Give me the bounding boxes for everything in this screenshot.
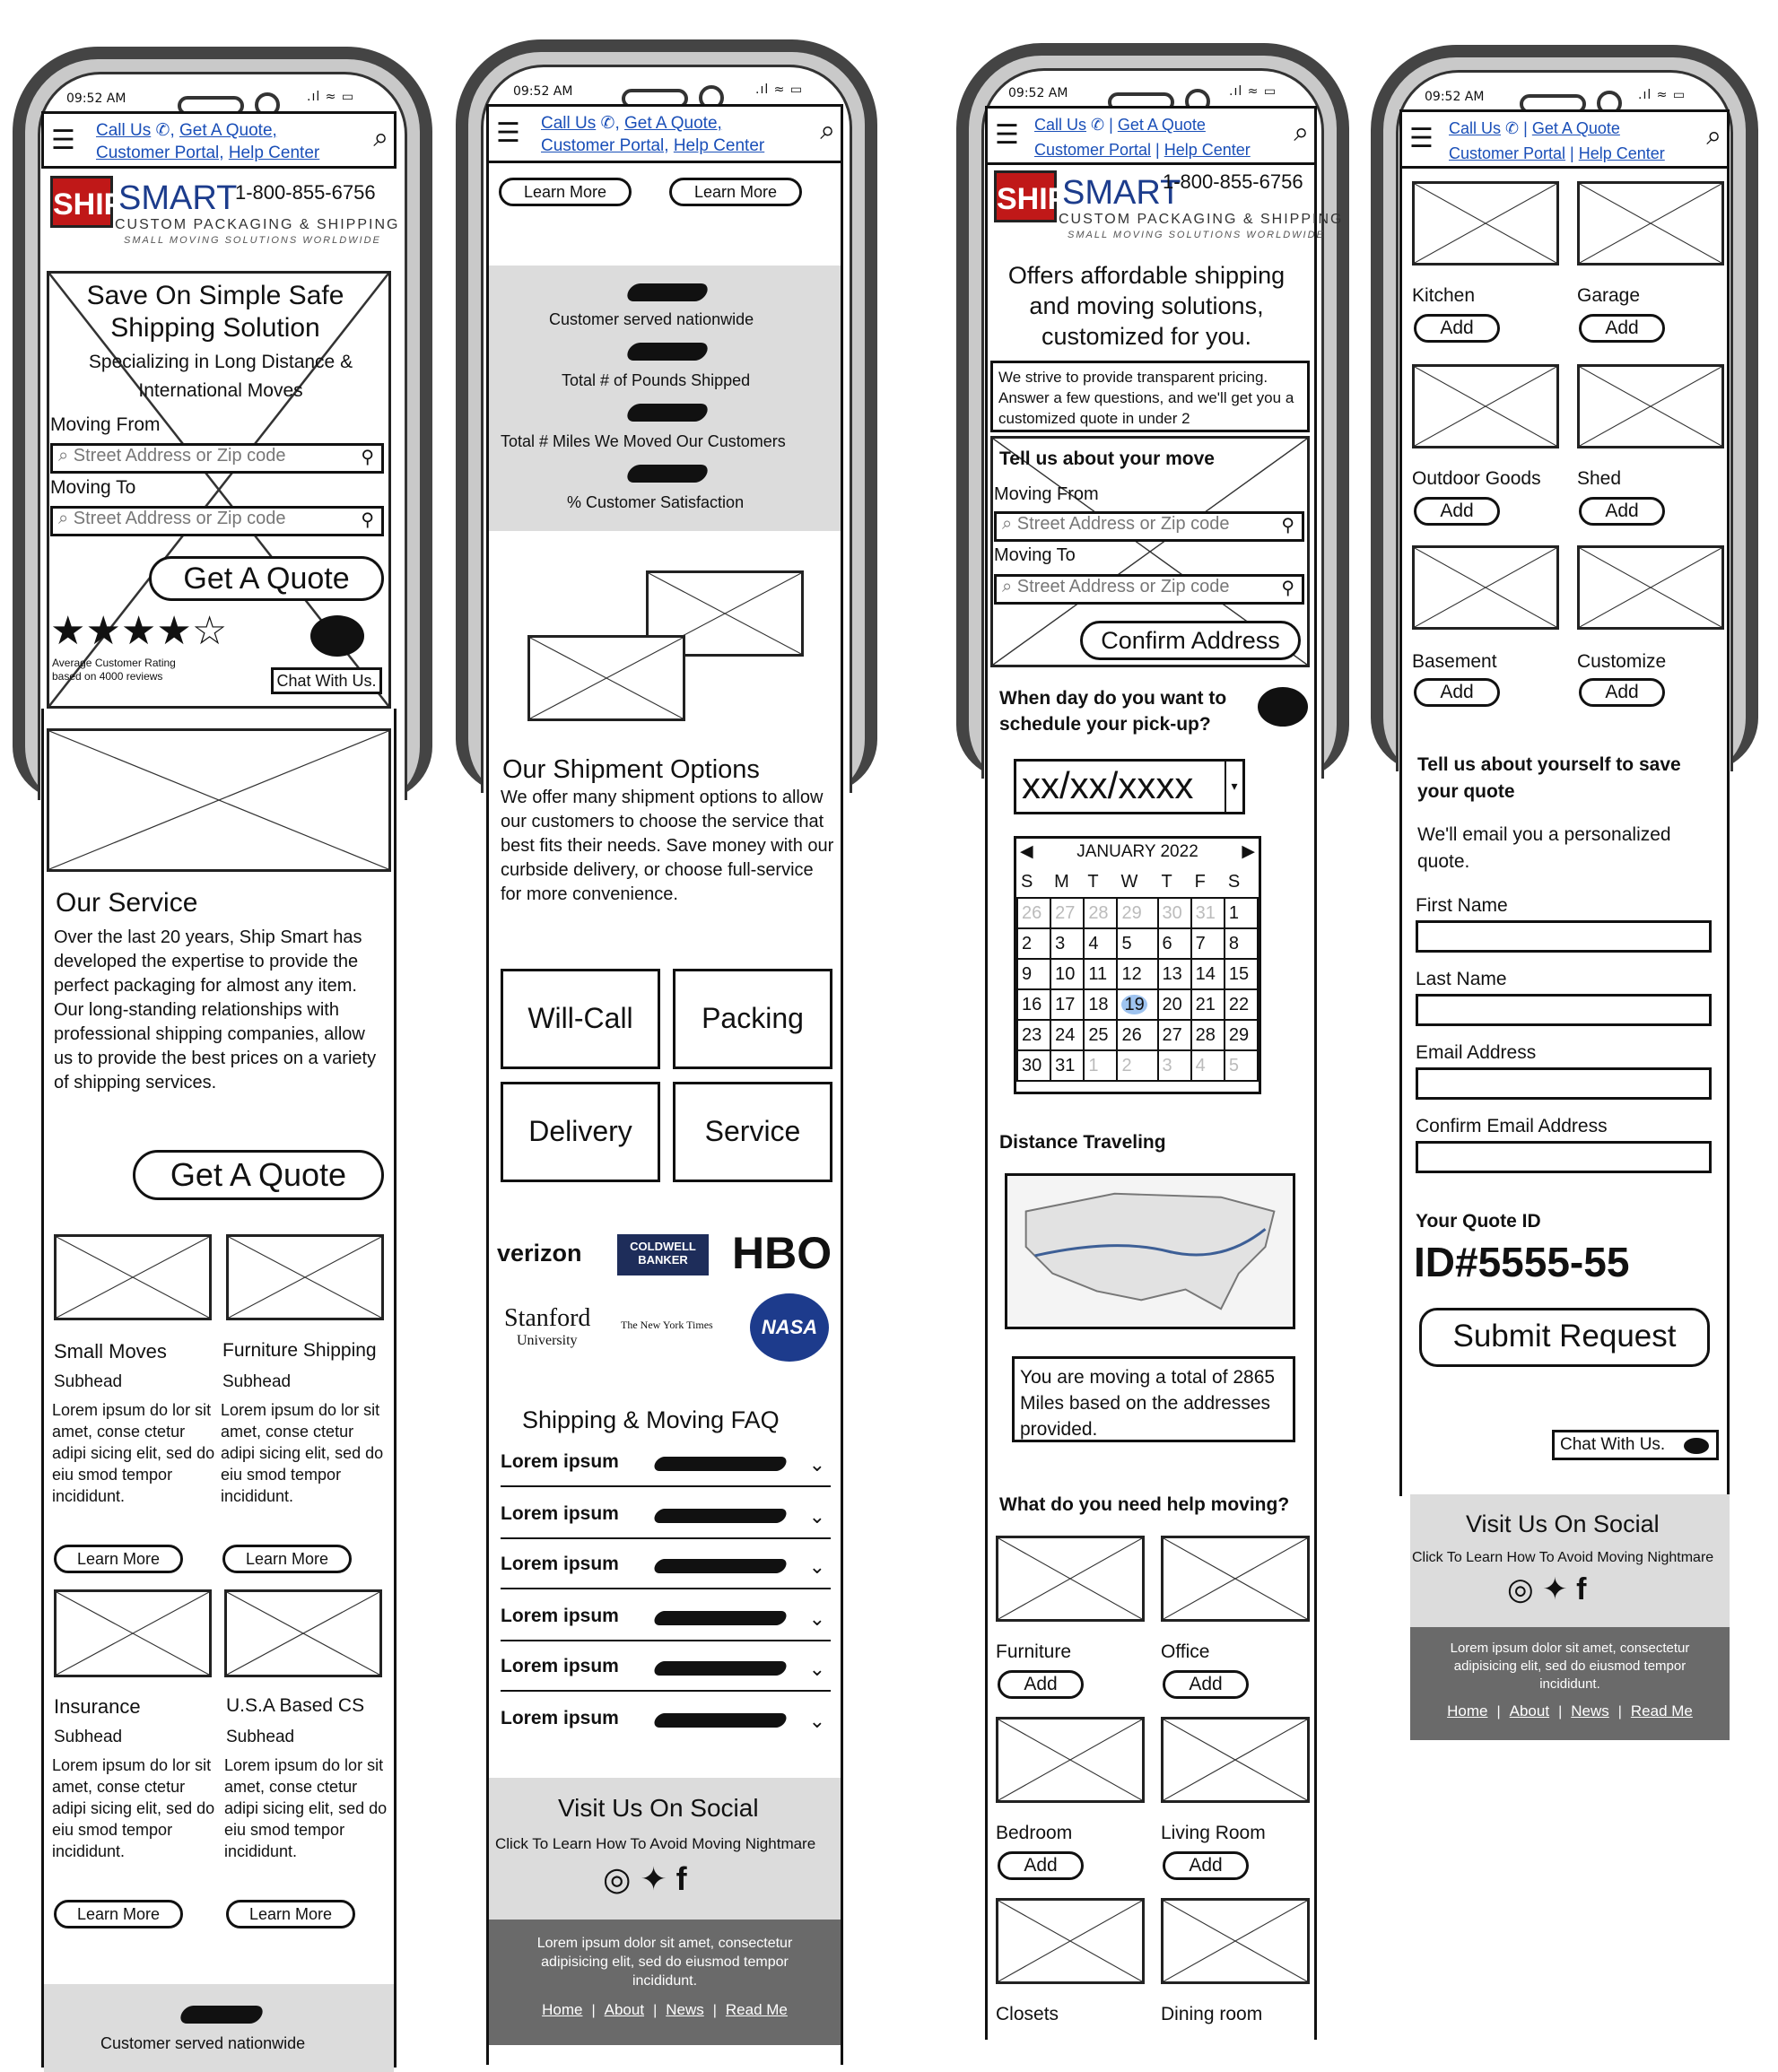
usa-route-map (1005, 1173, 1295, 1329)
stat-label: Customer served nationwide (100, 2034, 306, 2052)
calendar-day[interactable]: 30 (1017, 1050, 1050, 1081)
footer-text: Lorem ipsum dolor sit amet, consectetur adipisicing elit, sed do eiusmod tempor incididunt. (536, 1936, 793, 1989)
stat-number-scribble (624, 465, 710, 483)
item-image (1412, 364, 1559, 448)
calendar-day[interactable]: 5 (1225, 1050, 1258, 1081)
learn-more-button[interactable]: Learn More (499, 178, 632, 206)
item-label: Furniture (996, 1641, 1072, 1662)
status-time: 09:52 AM (1425, 90, 1485, 104)
get-quote-button-2[interactable]: Get A Quote (133, 1150, 384, 1200)
faq-scribble (652, 1713, 789, 1728)
social-title: Visit Us On Social (558, 1794, 759, 1822)
get-quote-link[interactable]: Get A Quote (1531, 119, 1620, 137)
twitter-icon[interactable]: ✦ (640, 1860, 667, 1897)
card-image (226, 1234, 384, 1320)
item-label: Closets (996, 2004, 1059, 2024)
moving-from-input[interactable]: ⌕ Street Address or Zip code ⚲ (50, 443, 384, 474)
calendar-day[interactable]: 3 (1158, 1050, 1191, 1081)
learn-more-button[interactable]: Learn More (54, 1900, 183, 1928)
footer-news-link[interactable]: News (1571, 1702, 1609, 1719)
stats-band (44, 1984, 394, 2072)
phone-icon: ✆ (1505, 119, 1520, 137)
location-pin-icon: ⚲ (361, 448, 374, 467)
card-subhead: Subhead (226, 1728, 295, 1746)
partner-logo-stanford-university: University (517, 1333, 578, 1348)
card-body: Lorem ipsum do lor sit amet, conse ctetur adipi sicing elit, sed do eiu smod tempor incididunt. (224, 1756, 388, 1860)
stat-label: Total # Miles We Moved Our Customers (501, 432, 786, 450)
add-button[interactable]: Add (1163, 1851, 1249, 1880)
hamburger-icon[interactable]: ☰ (995, 120, 1019, 150)
logo[interactable]: SHIP SMART CUSTOM PACKAGING & SHIPPING SMALL MOVING SOLUTIONS WORLDWIDE 1-800-855-6756 (994, 170, 1317, 253)
hamburger-icon[interactable]: ☰ (51, 126, 75, 155)
calendar-day[interactable]: 9 (1017, 959, 1050, 989)
moving-from-label: Moving From (50, 414, 161, 435)
option-delivery[interactable]: Delivery (501, 1082, 660, 1182)
calendar-day[interactable]: 16 (1017, 989, 1050, 1020)
partner-logo-verizon: verizon (497, 1240, 582, 1267)
item-label: Customize (1577, 651, 1667, 672)
card-body: Lorem ipsum do lor sit amet, conse ctetur adipi sicing elit, sed do eiu smod tempor incididunt. (221, 1401, 384, 1505)
rating-stars (50, 609, 228, 653)
tell-us-title: Tell us about your move (999, 448, 1215, 469)
submit-request-button[interactable]: Submit Request (1419, 1308, 1710, 1367)
calendar-day[interactable]: 8 (1225, 928, 1258, 959)
social-subtitle: Click To Learn How To Avoid Moving Nightmare (495, 1835, 816, 1852)
facebook-icon[interactable]: f (1576, 1572, 1587, 1606)
confirm-address-button[interactable]: Confirm Address (1080, 621, 1301, 660)
social-icons (603, 1860, 687, 1898)
card-subhead: Subhead (222, 1372, 292, 1391)
item-label: Living Room (1161, 1823, 1266, 1843)
field-label: Email Address (1416, 1042, 1537, 1063)
moving-to-input[interactable]: ⌕ Street Address or Zip code ⚲ (994, 574, 1304, 605)
customer-portal-link[interactable]: Customer Portal (1034, 141, 1152, 159)
faq-title: Shipping & Moving FAQ (522, 1406, 780, 1433)
item-label: Dining room (1161, 2004, 1263, 2024)
moving-to-input[interactable]: ⌕ Street Address or Zip code ⚲ (50, 506, 384, 536)
search-icon: ⌕ (58, 446, 74, 466)
faq-scribble (652, 1661, 789, 1676)
social-title: Visit Us On Social (1466, 1510, 1660, 1537)
calendar-day[interactable]: 29 (1117, 898, 1157, 928)
email-note: We'll email you a personalized quote. (1417, 824, 1671, 872)
field-label: Last Name (1416, 969, 1507, 989)
moving-from-label: Moving From (994, 484, 1099, 504)
chat-bubble-icon[interactable] (1258, 687, 1308, 727)
chevron-down-icon: ⌄ (808, 1710, 825, 1732)
search-icon[interactable]: ⌕ (1294, 118, 1309, 147)
learn-more-button[interactable]: Learn More (222, 1545, 352, 1573)
footer-about-link[interactable]: About (604, 2001, 645, 2018)
add-button[interactable]: Add (1414, 497, 1500, 526)
stat-label: Total # of Pounds Shipped (562, 371, 751, 389)
calendar-day[interactable]: 25 (1084, 1020, 1117, 1050)
add-button[interactable]: Add (998, 1670, 1084, 1699)
search-icon[interactable]: ⌕ (373, 123, 388, 152)
item-image (1161, 1898, 1310, 1984)
card-image (54, 1234, 212, 1320)
add-button[interactable]: Add (1579, 314, 1665, 343)
social-icons (1507, 1571, 1586, 1607)
social-subtitle: Click To Learn How To Avoid Moving Nightmare (1412, 1550, 1714, 1565)
learn-more-button[interactable]: Learn More (669, 178, 802, 206)
partner-logo-coldwell: COLDWELL BANKER (617, 1234, 709, 1275)
faq-item[interactable]: Lorem ipsum ⌄ (501, 1554, 831, 1589)
stat-number-scribble (624, 343, 710, 361)
item-label: Office (1161, 1641, 1210, 1662)
status-icons: .ıl ≈ ▭ (1638, 88, 1686, 102)
get-quote-link[interactable]: Get A Quote (1117, 116, 1206, 134)
calendar-day[interactable]: 31 (1191, 898, 1225, 928)
add-button[interactable]: Add (1414, 678, 1500, 707)
search-icon: ⌕ (58, 509, 74, 528)
calendar-day[interactable]: 28 (1191, 1020, 1225, 1050)
top-nav: ☰ Call Us ✆ | Get A Quote Customer Portal | Help Center ⌕ (985, 106, 1317, 165)
rating-text: Average Customer Rating based on 4000 reviews (52, 657, 176, 683)
hero-subtitle: Specializing in Long Distance & International Moves (88, 352, 353, 401)
location-pin-icon: ⚲ (361, 510, 374, 530)
dropdown-arrow-icon[interactable]: ▾ (1225, 762, 1242, 812)
chevron-down-icon: ⌄ (808, 1555, 825, 1578)
tell-us-title: Tell us about yourself to save your quote (1417, 754, 1681, 802)
calendar-day[interactable]: 6 (1158, 928, 1191, 959)
item-label: Basement (1412, 651, 1497, 672)
field-label: Confirm Email Address (1416, 1116, 1608, 1136)
faq-scribble (652, 1509, 789, 1523)
map-svg (1007, 1176, 1293, 1327)
help-center-link[interactable]: Help Center (1164, 141, 1251, 159)
calendar-day[interactable]: 12 (1117, 959, 1157, 989)
item-image (996, 1898, 1145, 1984)
help-moving-title: What do you need help moving? (999, 1494, 1290, 1515)
confirm-email-field[interactable] (1416, 1141, 1712, 1173)
chat-bubble-icon (1684, 1438, 1709, 1454)
chevron-down-icon: ⌄ (808, 1607, 825, 1630)
partner-logo-stanford: Stanford (504, 1304, 591, 1332)
item-image (1577, 364, 1724, 448)
item-label: Shed (1577, 468, 1622, 489)
option-service[interactable]: Service (673, 1082, 832, 1182)
hamburger-icon[interactable]: ☰ (496, 118, 520, 148)
customer-portal-link[interactable]: Customer Portal, (96, 144, 224, 162)
get-quote-link[interactable]: Get A Quote, (624, 114, 722, 133)
facebook-icon[interactable]: f (675, 1860, 687, 1897)
moving-to-label: Moving To (50, 477, 136, 498)
option-will-call[interactable]: Will-Call (501, 969, 660, 1069)
calendar-day[interactable]: 27 (1158, 1020, 1191, 1050)
headline: Offers affordable shipping and moving solutions, customized for you. (1007, 262, 1286, 350)
add-button[interactable]: Add (998, 1851, 1084, 1880)
footer-readme-link[interactable]: Read Me (1630, 1702, 1693, 1719)
location-pin-icon: ⚲ (1281, 579, 1294, 598)
item-image (1161, 1536, 1310, 1622)
field-label: First Name (1416, 895, 1508, 916)
calendar-day[interactable]: 1 (1084, 1050, 1117, 1081)
search-icon: ⌕ (1002, 577, 1017, 596)
stat-number-scribble (624, 404, 710, 422)
service-body: Over the last 20 years, Ship Smart has developed the expertise to provide the perfect packaging for almost any item. Our long-standing relationships with professional shipping companies, allow us to provide the best prices on a variety of shipping services. (54, 927, 377, 1093)
card-body: Lorem ipsum do lor sit amet, conse ctetur adipi sicing elit, sed do eiu smod tempor incididunt. (52, 1756, 215, 1860)
card-title: U.S.A Based CS (226, 1695, 365, 1716)
pricing-notice: We strive to provide transparent pricing. Answer a few questions, and we'll get you a customized quote in under 2 (990, 361, 1310, 432)
calendar-day[interactable]: 1 (1225, 898, 1258, 928)
item-image (996, 1717, 1145, 1803)
calendar-day[interactable]: 4 (1084, 928, 1117, 959)
calendar-day[interactable]: 2 (1117, 1050, 1157, 1081)
faq-item[interactable]: Lorem ipsum ⌄ (501, 1503, 831, 1539)
faq-scribble (652, 1559, 789, 1573)
chat-bubble-icon[interactable] (310, 615, 364, 657)
calendar-day[interactable]: 24 (1050, 1020, 1084, 1050)
calendar[interactable] (1014, 836, 1261, 1094)
moving-from-input[interactable]: ⌕ Street Address or Zip code ⚲ (994, 511, 1304, 542)
stat-label: Customer served nationwide (549, 310, 754, 328)
location-pin-icon: ⚲ (1281, 516, 1294, 535)
calendar-day-selected[interactable]: 19 (1117, 989, 1157, 1020)
item-label: Outdoor Goods (1412, 468, 1541, 489)
calendar-month: JANUARY 2022 (1076, 842, 1198, 861)
star-icon: ★ (120, 609, 157, 653)
item-image (1577, 545, 1724, 630)
status-icons: .ıl ≈ ▭ (1229, 84, 1277, 99)
item-image (1412, 181, 1559, 266)
service-image (47, 728, 391, 872)
call-us-link[interactable]: Call Us (96, 121, 152, 140)
calendar-day[interactable]: 18 (1084, 989, 1117, 1020)
top-nav: ☰ Call Us ✆ | Get A Quote Customer Portal | Help Center ⌕ (1399, 109, 1730, 169)
calendar-day[interactable]: 20 (1158, 989, 1191, 1020)
calendar-day[interactable]: 26 (1117, 1020, 1157, 1050)
footer-readme-link[interactable]: Read Me (725, 2001, 788, 2018)
partner-logo-hbo: HBO (732, 1228, 832, 1278)
top-nav: ☰ Call Us ✆, Get A Quote, Customer Portal, Help Center ⌕ (486, 104, 843, 163)
phone-number[interactable]: 1-800-855-6756 (1163, 170, 1303, 193)
calendar-day[interactable]: 17 (1050, 989, 1084, 1020)
calendar-day[interactable]: 30 (1158, 898, 1191, 928)
star-icon: ★ (156, 609, 192, 653)
distance-title: Distance Traveling (999, 1132, 1166, 1153)
chevron-down-icon: ⌄ (808, 1658, 825, 1680)
phone-icon: ✆ (600, 114, 615, 133)
star-empty-icon: ☆ (191, 609, 228, 653)
calendar-day[interactable]: 31 (1050, 1050, 1084, 1081)
add-button[interactable]: Add (1163, 1670, 1249, 1699)
instagram-icon[interactable]: ◎ (1507, 1572, 1534, 1606)
star-icon: ★ (85, 609, 121, 653)
quote-id: ID#5555-55 (1414, 1239, 1630, 1285)
next-month-icon[interactable]: ▶ (1242, 842, 1255, 861)
search-icon[interactable]: ⌕ (820, 116, 835, 145)
item-label: Bedroom (996, 1823, 1073, 1843)
faq-item[interactable]: Lorem ipsum ⌄ (501, 1451, 831, 1487)
status-time: 09:52 AM (1008, 86, 1068, 100)
moving-to-label: Moving To (994, 545, 1076, 565)
footer: Lorem ipsum dolor sit amet, consectetur adipisicing elit, sed do eiusmod tempor incididunt. Home | About | News | Read Me (1410, 1627, 1730, 1740)
help-center-link[interactable]: Help Center (673, 136, 765, 155)
faq-scribble (652, 1457, 789, 1471)
calendar-day[interactable]: 11 (1084, 959, 1117, 989)
get-quote-link[interactable]: Get A Quote, (179, 121, 277, 140)
card-title: Small Moves (54, 1340, 167, 1362)
top-nav: ☰ Call Us ✆, Get A Quote, Customer Portal, Help Center ⌕ (41, 111, 397, 169)
footer-news-link[interactable]: News (666, 2001, 704, 2018)
customer-portal-link[interactable]: Customer Portal, (541, 136, 669, 155)
calendar-day[interactable]: 28 (1084, 898, 1117, 928)
service-title: Our Service (56, 888, 198, 918)
calendar-day[interactable]: 13 (1158, 959, 1191, 989)
customer-portal-link[interactable]: Customer Portal (1449, 144, 1566, 162)
calendar-grid: S M T W T F S 26 27 28 29 30 31 1 2 3 4 5 6 7 8 9 10 11 12 13 14 15 16 17 18 19 20 21 22 23 24 25 26 27 28 29 30 31 1 2 3 4 5 (1016, 867, 1259, 1082)
pickup-question: When day do you want to schedule your pick-up? (999, 688, 1227, 735)
card-image (224, 1589, 382, 1677)
chat-button[interactable]: Chat With Us. (271, 667, 382, 694)
calendar-day[interactable]: 2 (1017, 928, 1050, 959)
calendar-day[interactable]: 5 (1117, 928, 1157, 959)
option-packing[interactable]: Packing (673, 969, 832, 1069)
options-title: Our Shipment Options (502, 755, 760, 784)
card-title: Insurance (54, 1695, 141, 1718)
phone-number[interactable]: 1-800-855-6756 (235, 181, 376, 204)
footer: Lorem ipsum dolor sit amet, consectetur adipisicing elit, sed do eiusmod tempor incididunt. Home | About | News | Read Me (489, 1920, 841, 2045)
calendar-day[interactable]: 29 (1225, 1020, 1258, 1050)
footer-home-link[interactable]: Home (1447, 1702, 1488, 1719)
calendar-day[interactable]: 7 (1191, 928, 1225, 959)
date-input[interactable]: xx/xx/xxxx ▾ (1014, 759, 1245, 814)
card-subhead: Subhead (54, 1372, 123, 1391)
faq-item[interactable]: Lorem ipsum ⌄ (501, 1708, 825, 1732)
status-icons: .ıl ≈ ▭ (307, 90, 355, 104)
quote-id-label: Your Quote ID (1416, 1211, 1541, 1232)
stat-number-scribble (178, 2006, 265, 2024)
twitter-icon[interactable]: ✦ (1542, 1572, 1568, 1606)
calendar-day[interactable]: 21 (1191, 989, 1225, 1020)
search-icon: ⌕ (1002, 514, 1017, 534)
distance-note: You are moving a total of 2865 Miles based on the addresses provided. (1012, 1356, 1295, 1442)
faq-scribble (652, 1611, 789, 1625)
item-label: Garage (1577, 285, 1641, 306)
prev-month-icon[interactable]: ◀ (1020, 842, 1033, 861)
call-us-link[interactable]: Call Us (1034, 116, 1087, 134)
get-quote-button[interactable]: Get A Quote (149, 556, 384, 601)
star-icon: ★ (50, 609, 86, 653)
faq-item[interactable]: Lorem ipsum ⌄ (501, 1656, 831, 1692)
status-time: 09:52 AM (66, 91, 126, 106)
stats-band (489, 266, 841, 531)
last-name-field[interactable] (1416, 994, 1712, 1026)
call-us-link[interactable]: Call Us (1449, 119, 1502, 137)
hamburger-icon[interactable]: ☰ (1409, 124, 1434, 153)
calendar-day[interactable]: 22 (1225, 989, 1258, 1020)
add-button[interactable]: Add (1579, 678, 1665, 707)
calendar-day[interactable]: 26 (1017, 898, 1050, 928)
calendar-day[interactable]: 10 (1050, 959, 1084, 989)
learn-more-button[interactable]: Learn More (54, 1545, 183, 1573)
item-image (1577, 181, 1724, 266)
card-image (54, 1589, 212, 1677)
card-body: Lorem ipsum do lor sit amet, conse ctetur adipi sicing elit, sed do eiu smod tempor incididunt. (52, 1401, 215, 1505)
item-image (996, 1536, 1145, 1622)
item-image (1412, 545, 1559, 630)
phone-icon: ✆ (1091, 116, 1105, 134)
card-subhead: Subhead (54, 1728, 123, 1746)
shipment-image (527, 635, 685, 721)
calendar-header (1016, 839, 1259, 867)
chevron-down-icon: ⌄ (808, 1505, 825, 1528)
status-time: 09:52 AM (513, 84, 573, 99)
footer-text: Lorem ipsum dolor sit amet, consectetur adipisicing elit, sed do eiusmod tempor incididunt. (1450, 1641, 1690, 1692)
chat-button[interactable]: Chat With Us. (1552, 1430, 1719, 1460)
calendar-day[interactable]: 15 (1225, 959, 1258, 989)
learn-more-button[interactable]: Learn More (226, 1900, 355, 1928)
stat-label: % Customer Satisfaction (567, 493, 745, 511)
calendar-day[interactable]: 27 (1050, 898, 1084, 928)
add-button[interactable]: Add (1579, 497, 1665, 526)
options-body: We offer many shipment options to allow our customers to choose the service that best fits their needs. Save money with our curbside delivery, or choose full-service for more convenience. (501, 788, 834, 904)
partner-logo-nasa: NASA (750, 1293, 829, 1362)
email-field[interactable] (1416, 1067, 1712, 1100)
footer-home-link[interactable]: Home (542, 2001, 583, 2018)
calendar-day[interactable]: 4 (1191, 1050, 1225, 1081)
call-us-link[interactable]: Call Us (541, 114, 597, 133)
help-center-link[interactable]: Help Center (1578, 144, 1665, 162)
hero-title: Save On Simple Safe Shipping Solution (86, 281, 344, 343)
calendar-day[interactable]: 23 (1017, 1020, 1050, 1050)
logo[interactable]: SHIP SMART CUSTOM PACKAGING & SHIPPING SMALL MOVING SOLUTIONS WORLDWIDE 1-800-855-6756 (50, 176, 391, 258)
help-center-link[interactable]: Help Center (228, 144, 320, 162)
first-name-field[interactable] (1416, 920, 1712, 953)
status-icons: .ıl ≈ ▭ (755, 83, 804, 97)
add-button[interactable]: Add (1414, 314, 1500, 343)
phone-icon: ✆ (155, 121, 170, 140)
calendar-day[interactable]: 14 (1191, 959, 1225, 989)
chevron-down-icon: ⌄ (808, 1453, 825, 1476)
footer-about-link[interactable]: About (1509, 1702, 1550, 1719)
instagram-icon[interactable]: ◎ (603, 1860, 632, 1897)
stat-number-scribble (624, 283, 710, 301)
calendar-day[interactable]: 3 (1050, 928, 1084, 959)
search-icon[interactable]: ⌕ (1706, 121, 1721, 151)
item-image (1161, 1717, 1310, 1803)
card-title: Furniture Shipping (222, 1340, 377, 1361)
partner-logo-nyt: The New York Times (621, 1319, 713, 1331)
faq-item[interactable]: Lorem ipsum ⌄ (501, 1606, 831, 1641)
item-label: Kitchen (1412, 285, 1476, 306)
